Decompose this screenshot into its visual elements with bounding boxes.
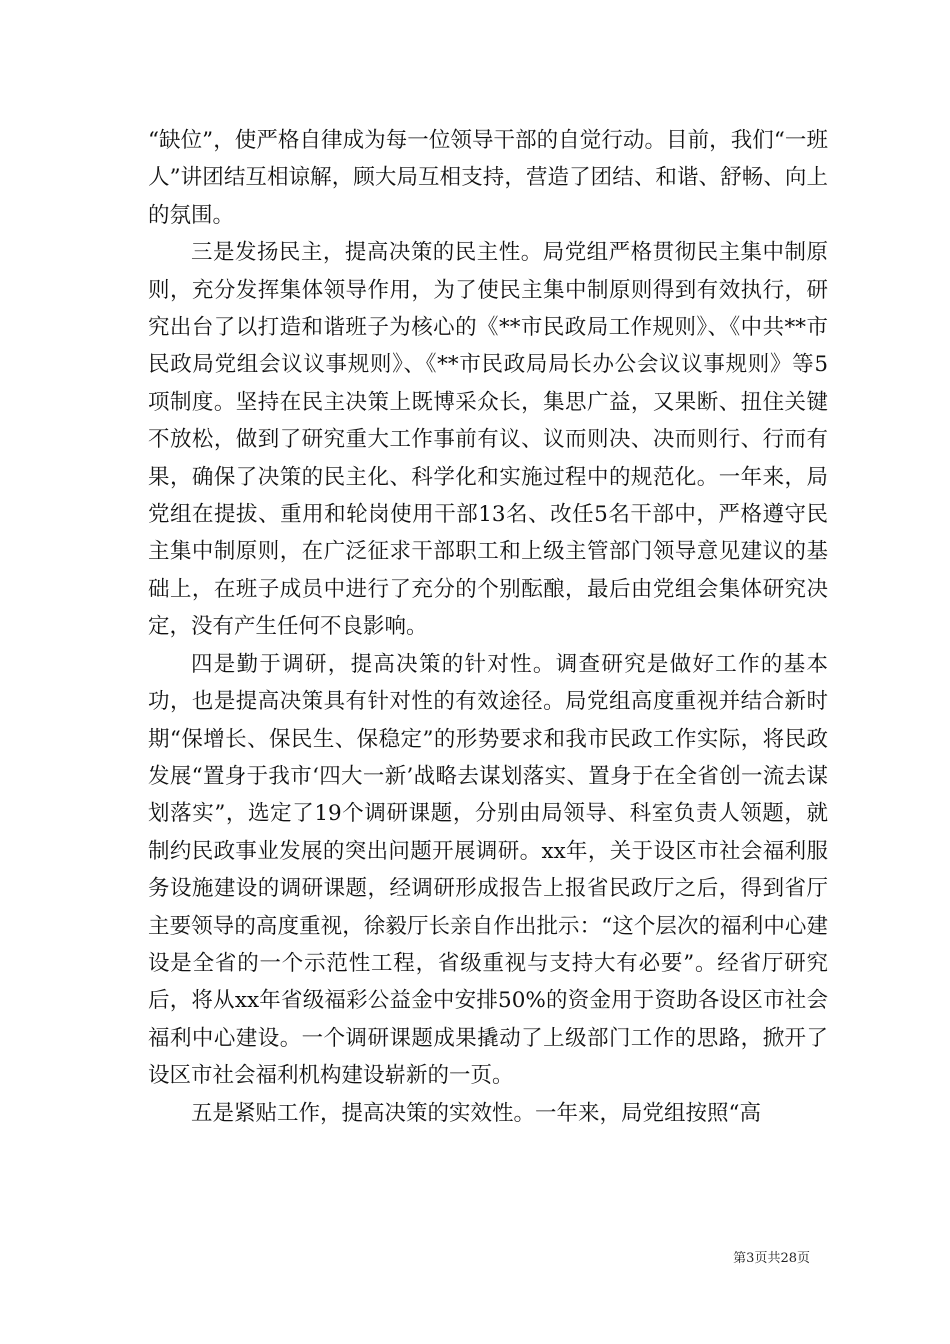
document-body: [148, 122, 828, 1132]
page-number: 第3页共28页: [733, 1251, 810, 1266]
paragraph-democracy: 三是发扬民主，提高决策的民主性。局党组严格贯彻民主集中制原则，充分发挥集体领导作用，为了使民主集中制原则得到有效执行，研究出台了以打造和谐班子为核心的《**市民政局工作规则》、《中共**市民政局党组会议议事规则》、《**市民政局局长办公会议议事规则》等5项制度。坚持在民主决策上既博采众长，集思广益，又果断、扭住关键不放松，做到了研究重大工作事前有议、议而则决、决而则行、行而有果，确保了决策的民主化、科学化和实施过程中的规范化。一年来，局党组在提拔、重用和轮岗使用干部13名、改任5名干部中，严格遵守民主集中制原则，在广泛征求干部职工和上级主管部门领导意见建议的基础上，在班子成员中进行了充分的个别酝酿，最后由党组会集体研究决定，没有产生任何不良影响。: [148, 240, 828, 640]
paragraph-work: 五是紧贴工作，提高决策的实效性。一年来，局党组按照“高: [191, 1100, 761, 1126]
paragraph-continuation: “缺位”，使严格自律成为每一位领导干部的自觉行动。目前，我们“一班人”讲团结互相谅解，顾大局互相支持，营造了团结、和谐、舒畅、向上的氛围。: [148, 128, 828, 228]
paragraph-research: 四是勤于调研，提高决策的针对性。调查研究是做好工作的基本功，也是提高决策具有针对性的有效途径。局党组高度重视并结合新时期“保增长、保民生、保稳定”的形势要求和我市民政工作实际，将民政发展“置身于我市‘四大一新’战略去谋划落实、置身于在全省创一流去谋划落实”，选定了19个调研课题，分别由局领导、科室负责人领题，就制约民政事业发展的突出问题开展调研。xx年，关于设区市社会福利服务设施建设的调研课题，经调研形成报告上报省民政厅之后，得到省厅主要领导的高度重视，徐毅厅长亲自作出批示：“这个层次的福利中心建设是全省的一个示范性工程，省级重视与支持大有必要”。经省厅研究后，将从xx年省级福彩公益金中安排50%的资金用于资助各设区市社会福利中心建设。一个调研课题成果撬动了上级部门工作的思路，掀开了设区市社会福利机构建设崭新的一页。: [148, 651, 828, 1089]
